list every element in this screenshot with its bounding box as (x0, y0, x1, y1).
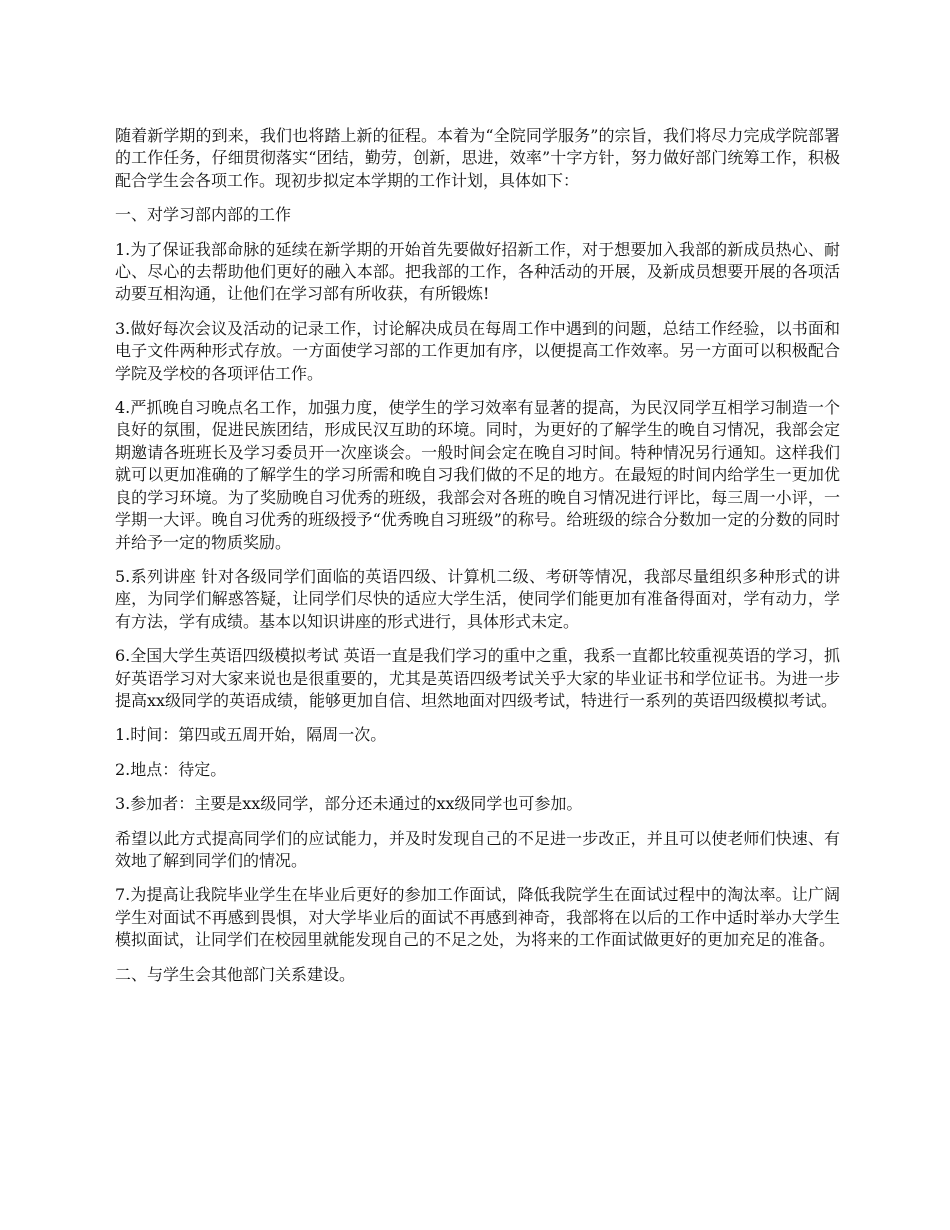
section-heading-internal-work: 一、对学习部内部的工作 (115, 205, 292, 225)
item-lecture-series-paragraph: 5.系列讲座 针对各级同学们面临的英语四级、计算机二级、考研等情况，我部尽量组织多种形式的讲座，为同学们解惑答疑，让同学们尽快的适应大学生活，使同学们能更加有准备得面对，学有动力，学有方法，学有成绩。基本以知识讲座的形式进行，具体形式未定。 (115, 566, 840, 631)
exam-time-line: 1.时间：第四或五周开始，隔周一次。 (115, 725, 387, 745)
item-evening-study-paragraph: 4.严抓晚自习晚点名工作，加强力度，使学生的学习效率有显著的提高，为民汉同学互相学习制造一个良好的氛围，促进民族团结，形成民汉互助的环境。同时，为更好的了解学生的晚自习情况，我部会定期邀请各班班长及学习委员开一次座谈会。一般时间会定在晚自习时间。特种情况另行通知。这样我们就可以更加准确的了解学生的学习所需和晚自习我们做的不足的地方。在最短的时间内给学生一更加优良的学习环境。为了奖励晚自习优秀的班级，我部会对各班的晚自习情况进行评比，每三周一小评，一学期一大评。晚自习优秀的班级授予“优秀晚自习班级”的称号。给班级的综合分数加一定的分数的同时并给予一定的物质奖励。 (115, 398, 840, 552)
exam-location-line: 2.地点：待定。 (115, 759, 227, 779)
exam-participants-line: 3.参加者：主要是xx级同学，部分还未通过的xx级同学也可参加。 (115, 794, 583, 814)
item-meeting-records-paragraph: 3.做好每次会议及活动的记录工作，讨论解决成员在每周工作中遇到的问题，总结工作经验，以书面和电子文件两种形式存放。一方面使学习部的工作更加有序，以便提高工作效率。另一方面可以积极配合学院及学校的各项评估工作。 (115, 318, 840, 383)
item-recruitment-paragraph: 1.为了保证我部命脉的延续在新学期的开始首先要做好招新工作，对于想要加入我部的新成员热心、耐心、尽心的去帮助他们更好的融入本部。把我部的工作，各种活动的开展，及新成员想要开展的各项活动要互相沟通，让他们在学习部有所收获，有所锻炼! (115, 239, 840, 304)
exam-purpose-paragraph: 希望以此方式提高同学们的应试能力，并及时发现自己的不足进一步改正，并且可以使老师们快速、有效地了解到同学们的情况。 (115, 828, 840, 870)
item-mock-interview-paragraph: 7.为提高让我院毕业学生在毕业后更好的参加工作面试，降低我院学生在面试过程中的淘汰率。让广阔学生对面试不再感到畏惧，对大学毕业后的面试不再感到神奇，我部将在以后的工作中适时举办大学生模拟面试，让同学们在校园里就能发现自己的不足之处，为将来的工作面试做更好的更加充足的准备。 (115, 885, 840, 950)
item-cet4-mock-exam-paragraph: 6.全国大学生英语四级模拟考试 英语一直是我们学习的重中之重，我系一直都比较重视英语的学习，抓好英语学习对大家来说也是很重要的，尤其是英语四级考试关乎大家的毕业证书和学位证书。为进一步提高xx级同学的英语成绩，能够更加自信、坦然地面对四级考试，特进行一系列的英语四级模拟考试。 (115, 646, 840, 710)
section-heading-department-relations: 二、与学生会其他部门关系建设。 (115, 964, 356, 984)
intro-paragraph: 随着新学期的到来，我们也将踏上新的征程。本着为“全院同学服务”的宗旨，我们将尽力完成学院部署的工作任务，仔细贯彻落实“团结，勤劳，创新，思进，效率”十字方针，努力做好部门统筹工作，积极配合学生会各项工作。现初步拟定本学期的工作计划，具体如下： (115, 126, 840, 190)
document-body (115, 125, 840, 998)
